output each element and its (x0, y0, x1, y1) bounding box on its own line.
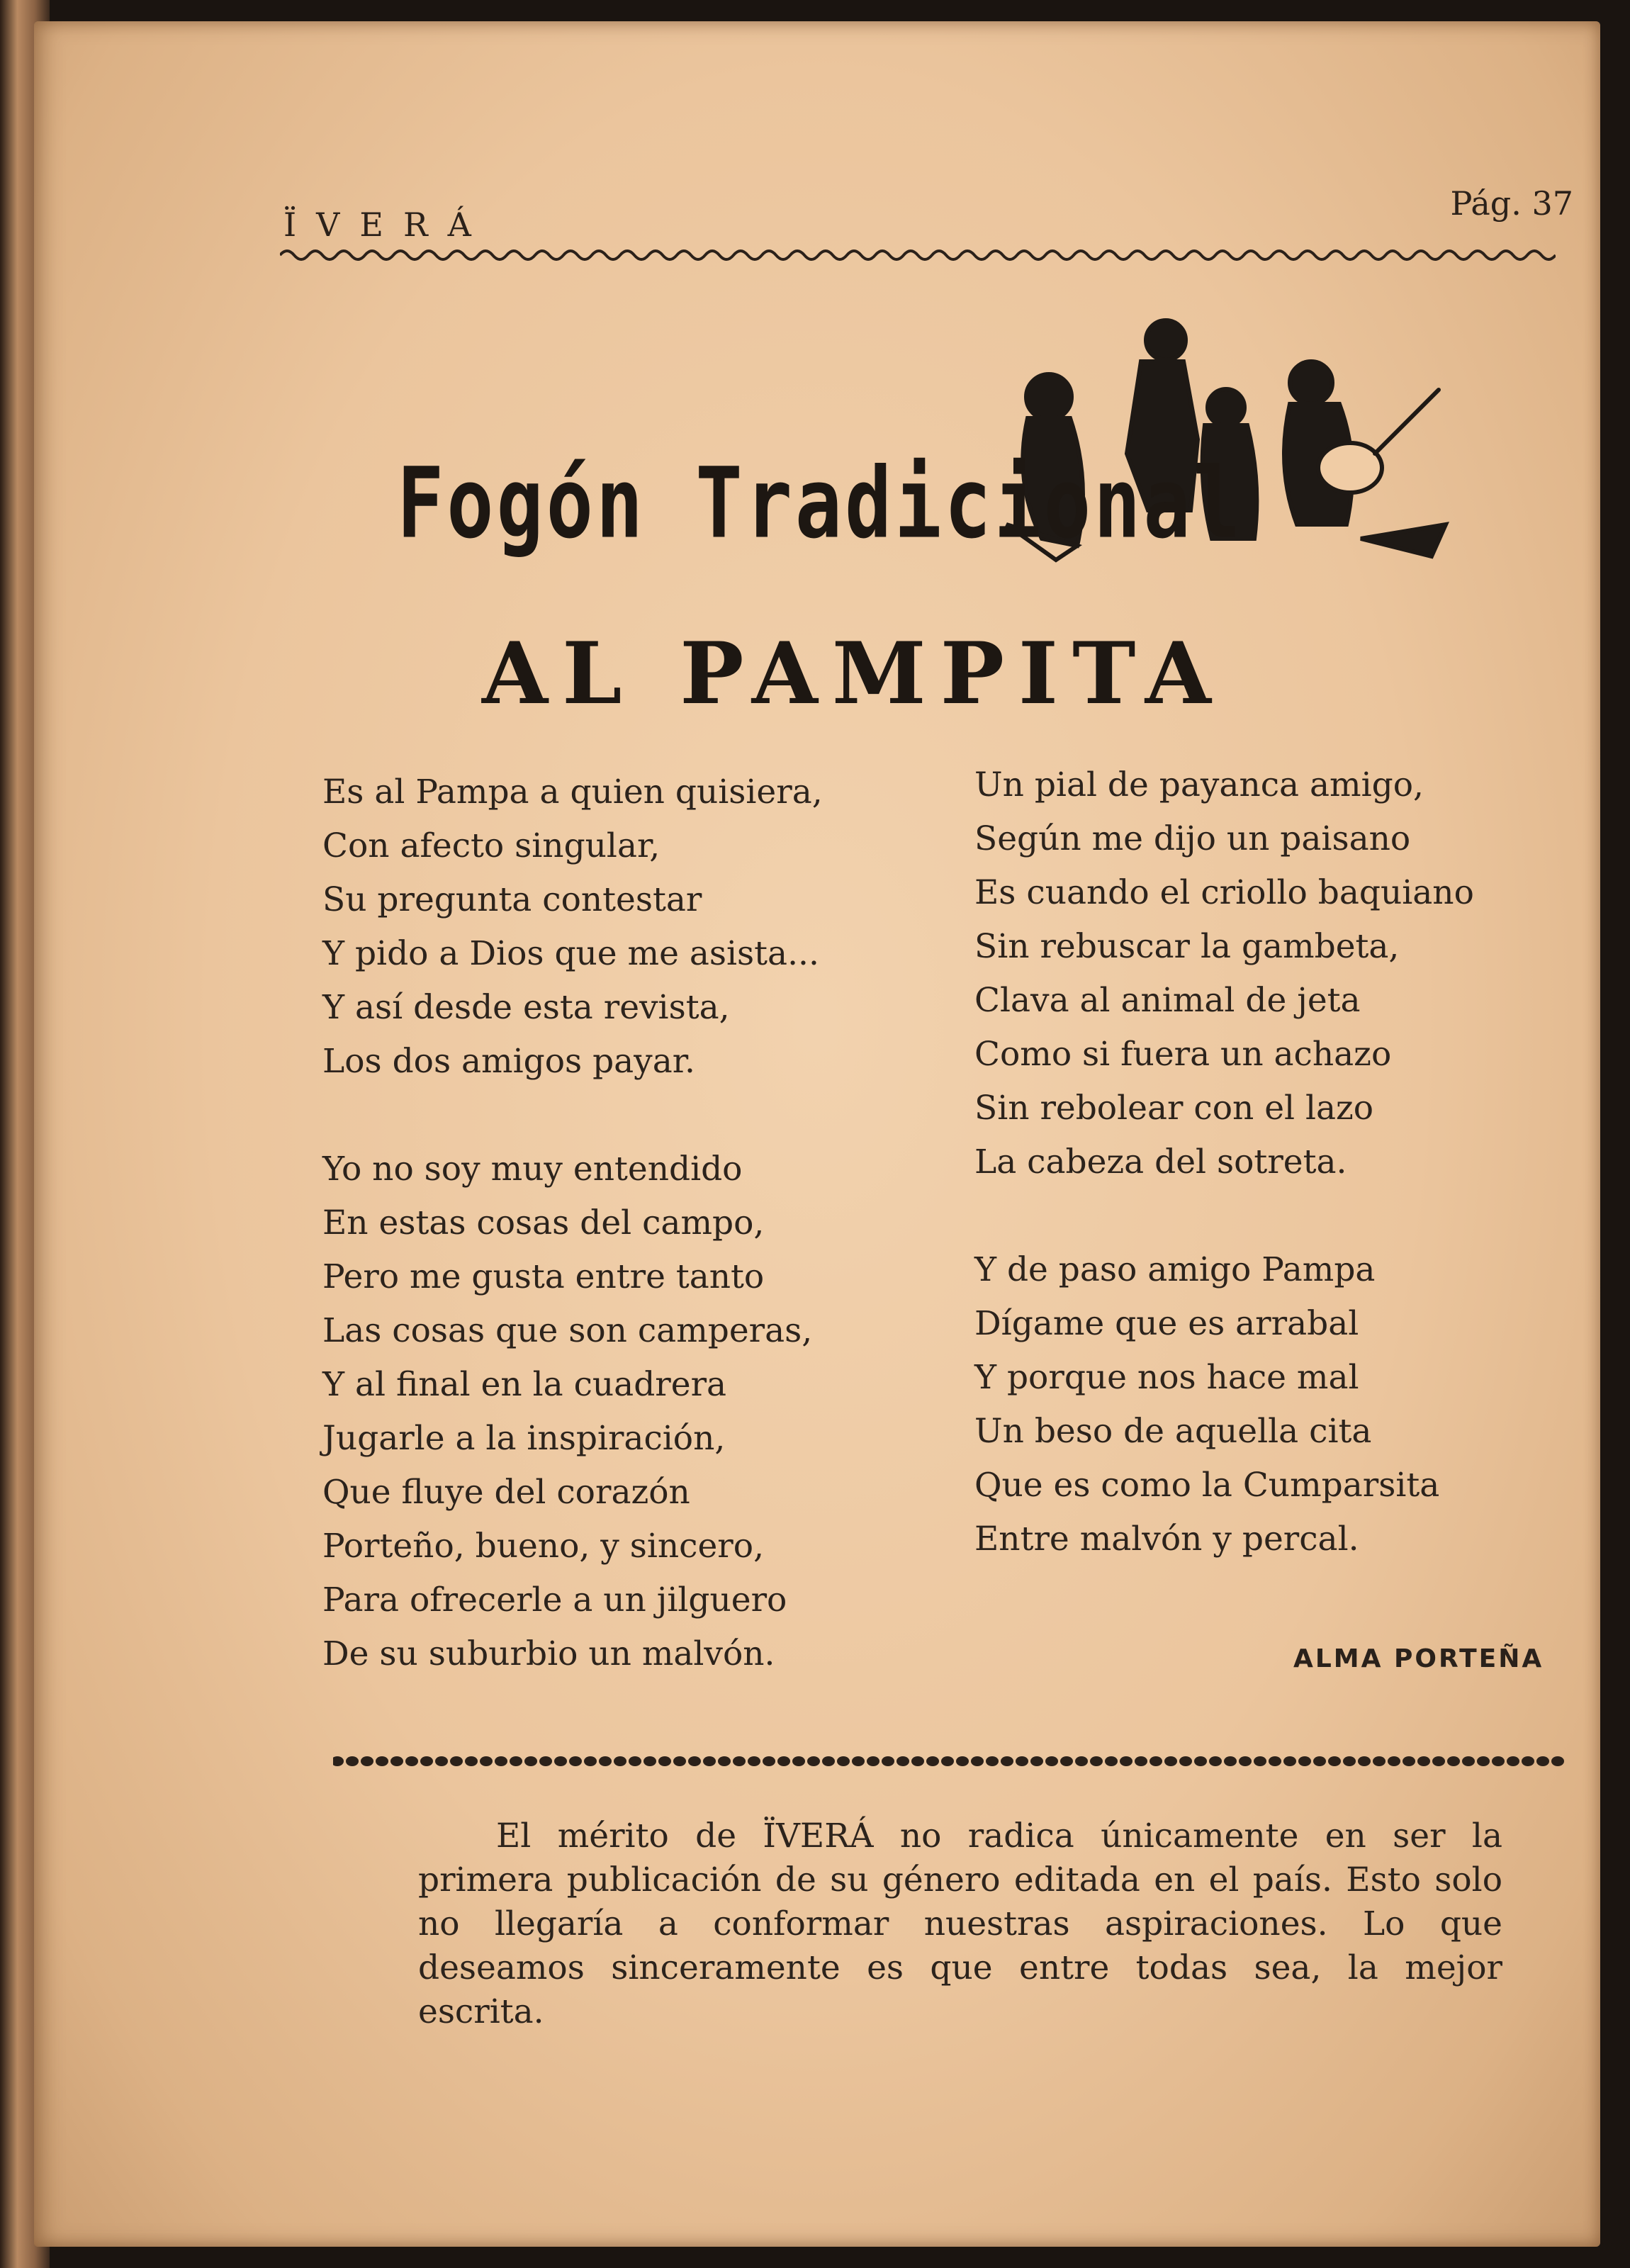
poem-line: Pero me gusta entre tanto (322, 1257, 765, 1296)
section-banner: Fogón Tradicional (397, 447, 1243, 560)
chain-link (688, 1756, 701, 1766)
stanza (322, 765, 823, 1089)
chain-link (1551, 1756, 1564, 1766)
chain-link (837, 1756, 850, 1766)
chain-link (629, 1756, 641, 1766)
chain-link (1477, 1756, 1490, 1766)
chain-link (926, 1756, 939, 1766)
chain-link (748, 1756, 760, 1766)
page-number: Pág. 37 (1450, 184, 1573, 223)
chain-link (1507, 1756, 1519, 1766)
chain-link (1135, 1756, 1147, 1766)
poem-line: Es cuando el criollo baquiano (974, 873, 1474, 912)
chain-link (510, 1756, 522, 1766)
poem-line: Porteño, bueno, y sincero, (322, 1527, 765, 1566)
chain-link (1239, 1756, 1252, 1766)
chain-link (1269, 1756, 1281, 1766)
chain-link (450, 1756, 463, 1766)
poem-line: Que fluye del corazón (322, 1473, 690, 1512)
stanza (974, 1243, 1474, 1566)
chain-link (569, 1756, 582, 1766)
chain-link (1447, 1756, 1460, 1766)
chain-link (1001, 1756, 1013, 1766)
poem-line: Que es como la Cumparsita (974, 1466, 1440, 1505)
poem-line: La cabeza del sotreta. (974, 1143, 1347, 1181)
chain-link (1358, 1756, 1371, 1766)
poem-left-column (322, 765, 823, 1735)
chain-link (376, 1756, 388, 1766)
chain-link (1150, 1756, 1162, 1766)
poem-line: Y porque nos hace mal (974, 1358, 1359, 1397)
chain-link (1536, 1756, 1549, 1766)
chain-link (390, 1756, 403, 1766)
chain-link (1403, 1756, 1415, 1766)
chain-link (1030, 1756, 1043, 1766)
poem-line: Y pido a Dios que me asista... (322, 934, 819, 973)
poem-line: Para ofrecerle a un jilguero (322, 1581, 787, 1619)
chain-link (1179, 1756, 1192, 1766)
chain-link (986, 1756, 999, 1766)
chain-link (599, 1756, 612, 1766)
poem-line: En estas cosas del campo, (322, 1203, 765, 1242)
chain-link (1417, 1756, 1430, 1766)
chain-link (1090, 1756, 1103, 1766)
chain-link (584, 1756, 597, 1766)
chain-link (333, 1756, 344, 1766)
poem-line: Un beso de aquella cita (974, 1412, 1372, 1451)
chain-link (614, 1756, 626, 1766)
chain-link (1313, 1756, 1326, 1766)
poem-line: Con afecto singular, (322, 826, 661, 865)
chain-link (1462, 1756, 1475, 1766)
poem-line: Los dos amigos payar. (322, 1042, 695, 1081)
poem-line: Jugarle a la inspiración, (322, 1419, 726, 1458)
chain-link (1432, 1756, 1445, 1766)
chain-link (1298, 1756, 1311, 1766)
poem-line: Entre malvón y percal. (974, 1520, 1359, 1559)
poem-line: Sin rebolear con el lazo (974, 1089, 1374, 1128)
chain-link (1328, 1756, 1341, 1766)
chain-link (465, 1756, 478, 1766)
editorial-note (418, 1814, 1502, 2034)
chain-link (703, 1756, 716, 1766)
chain-link (1060, 1756, 1073, 1766)
chain-link (1343, 1756, 1356, 1766)
chain-link (1075, 1756, 1088, 1766)
chain-link (896, 1756, 909, 1766)
poem-line: Las cosas que son camperas, (322, 1311, 813, 1350)
chain-link (554, 1756, 567, 1766)
chain-link (763, 1756, 775, 1766)
chain-link (524, 1756, 537, 1766)
chain-link (852, 1756, 865, 1766)
poem-line: Y al final en la cuadrera (322, 1365, 727, 1404)
chain-link (1194, 1756, 1207, 1766)
poem-line: Yo no soy muy entendido (322, 1150, 743, 1189)
stanza (322, 1143, 823, 1681)
poem-line: Como si fuera un achazo (974, 1035, 1392, 1074)
editorial-note-text: El mérito de ÏVERÁ no radica únicamente en ser la primera publicación de su género editada en el país. Esto solo no llegaría a conformar nuestras aspiraciones. Lo que deseamos sinceramente es que entre todas sea, la mejor escrita. (418, 1817, 1502, 2031)
chain-link (1016, 1756, 1028, 1766)
chain-link (405, 1756, 418, 1766)
header-wavy-rule (280, 241, 1556, 269)
chain-link (1492, 1756, 1505, 1766)
chain-link (777, 1756, 790, 1766)
magazine-name: ÏVERÁ (283, 206, 491, 244)
chain-link (1388, 1756, 1400, 1766)
chain-link (1254, 1756, 1266, 1766)
chain-link (1224, 1756, 1237, 1766)
poem-line: Un pial de payanca amigo, (974, 765, 1424, 804)
chain-link (1209, 1756, 1222, 1766)
poem-right-column (974, 758, 1474, 1620)
poem-line: Según me dijo un paisano (974, 819, 1411, 858)
chain-link (480, 1756, 493, 1766)
chain-link (495, 1756, 507, 1766)
chain-link (1283, 1756, 1296, 1766)
chain-link (435, 1756, 448, 1766)
chain-link (658, 1756, 671, 1766)
chain-link (1522, 1756, 1534, 1766)
poem-line: Y de paso amigo Pampa (974, 1250, 1376, 1289)
chain-link (1045, 1756, 1058, 1766)
chain-link (792, 1756, 805, 1766)
chain-link (361, 1756, 373, 1766)
poem-line: Su pregunta contestar (322, 880, 702, 919)
chain-link (718, 1756, 731, 1766)
chain-link (882, 1756, 894, 1766)
poem-line: Clava al animal de jeta (974, 981, 1361, 1020)
chain-link (673, 1756, 686, 1766)
chain-link (643, 1756, 656, 1766)
stanza (974, 758, 1474, 1189)
poem-line: De su suburbio un malvón. (322, 1634, 775, 1673)
chain-link (807, 1756, 820, 1766)
chain-link (822, 1756, 835, 1766)
poem-title: AL PAMPITA (482, 624, 1225, 724)
poem-line: Y así desde esta revista, (322, 988, 730, 1027)
chain-link (956, 1756, 969, 1766)
chain-link (911, 1756, 924, 1766)
chain-link (1373, 1756, 1386, 1766)
chain-link (867, 1756, 879, 1766)
poem-line: Es al Pampa a quien quisiera, (322, 773, 823, 812)
chain-link (346, 1756, 359, 1766)
poem-line: Dígame que es arrabal (974, 1304, 1359, 1343)
chain-link (539, 1756, 552, 1766)
chain-link (1120, 1756, 1132, 1766)
chain-link (733, 1756, 746, 1766)
poem-author: ALMA PORTEÑA (1293, 1644, 1544, 1673)
poem-line: Sin rebuscar la gambeta, (974, 927, 1400, 966)
chain-link (420, 1756, 433, 1766)
chain-link (971, 1756, 984, 1766)
chain-link (1105, 1756, 1118, 1766)
chain-divider (333, 1751, 1573, 1772)
chain-link (941, 1756, 954, 1766)
chain-link (1164, 1756, 1177, 1766)
